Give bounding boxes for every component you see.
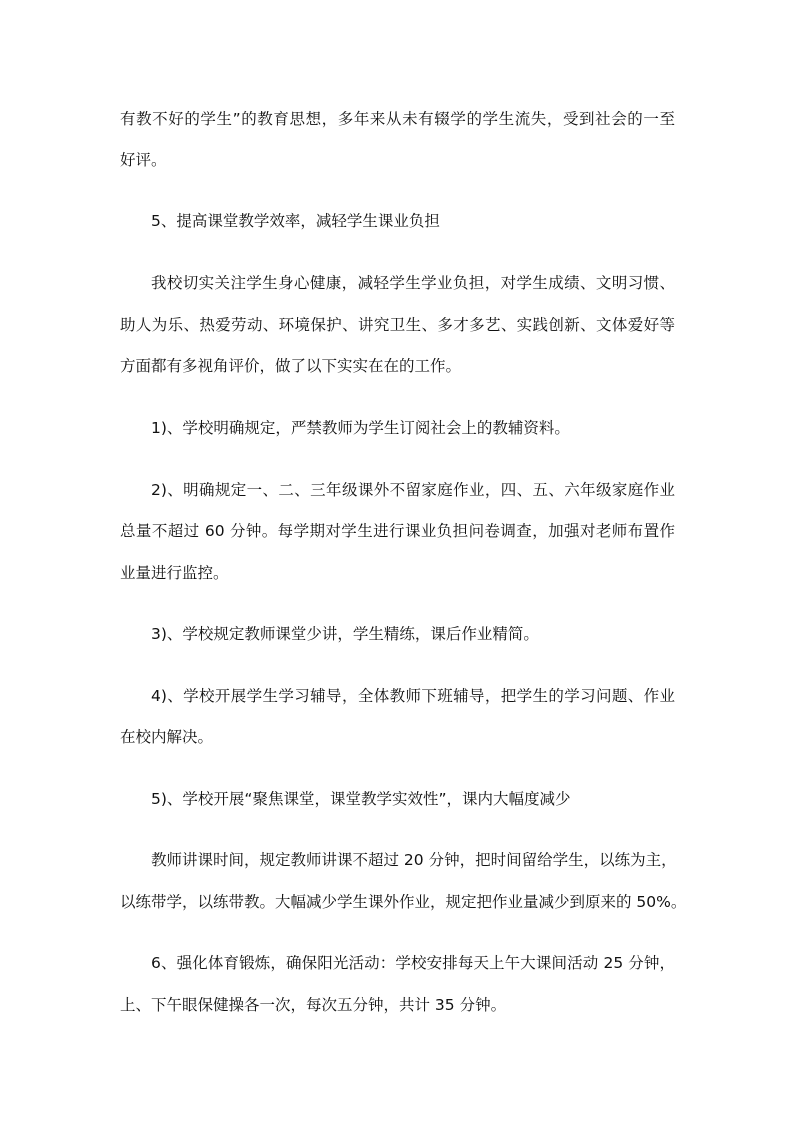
paragraph-line: 以练带学，以练带教。大幅减少学生课外作业，规定把作业量减少到原来的 50%。 [120, 893, 687, 911]
list-item-line: 业量进行监控。 [120, 564, 229, 582]
paragraph-line: 方面都有多视角评价，做了以下实实在在的工作。 [120, 357, 462, 375]
list-item: 1)、学校明确规定，严禁教师为学生订阅社会上的教辅资料。 [151, 419, 570, 437]
section-heading: 6、强化体育锻炼，确保阳光活动：学校安排每天上午大课间活动 25 分钟， [151, 954, 675, 972]
list-item: 3)、学校规定教师课堂少讲，学生精练，课后作业精简。 [151, 625, 539, 643]
list-item-line: 总量不超过 60 分钟。每学期对学生进行课业负担问卷调查，加强对老师布置作 [120, 522, 675, 540]
paragraph-line: 助人为乐、热爱劳动、环境保护、讲究卫生、多才多艺、实践创新、文体爱好等 [120, 316, 675, 334]
list-item: 4)、学校开展学生学习辅导，全体教师下班辅导，把学生的学习问题、作业 [151, 687, 675, 705]
paragraph-line: 上、下午眼保健操各一次，每次五分钟，共计 35 分钟。 [120, 996, 507, 1014]
paragraph-line: 好评。 [120, 151, 167, 169]
section-heading: 5、提高课堂教学效率，减轻学生课业负担 [151, 212, 440, 230]
list-item: 5)、学校开展“聚焦课堂，课堂教学实效性”，课内大幅度减少 [151, 790, 571, 808]
list-item-line: 在校内解决。 [120, 728, 214, 746]
paragraph-line: 我校切实关注学生身心健康，减轻学生学业负担，对学生成绩、文明习惯、 [151, 274, 675, 292]
paragraph-line: 有教不好的学生”的教育思想，多年来从未有辍学的学生流失，受到社会的一至 [120, 110, 675, 128]
list-item: 2)、明确规定一、二、三年级课外不留家庭作业，四、五、六年级家庭作业 [151, 481, 675, 499]
paragraph-line: 教师讲课时间，规定教师讲课不超过 20 分钟，把时间留给学生，以练为主， [151, 851, 677, 869]
